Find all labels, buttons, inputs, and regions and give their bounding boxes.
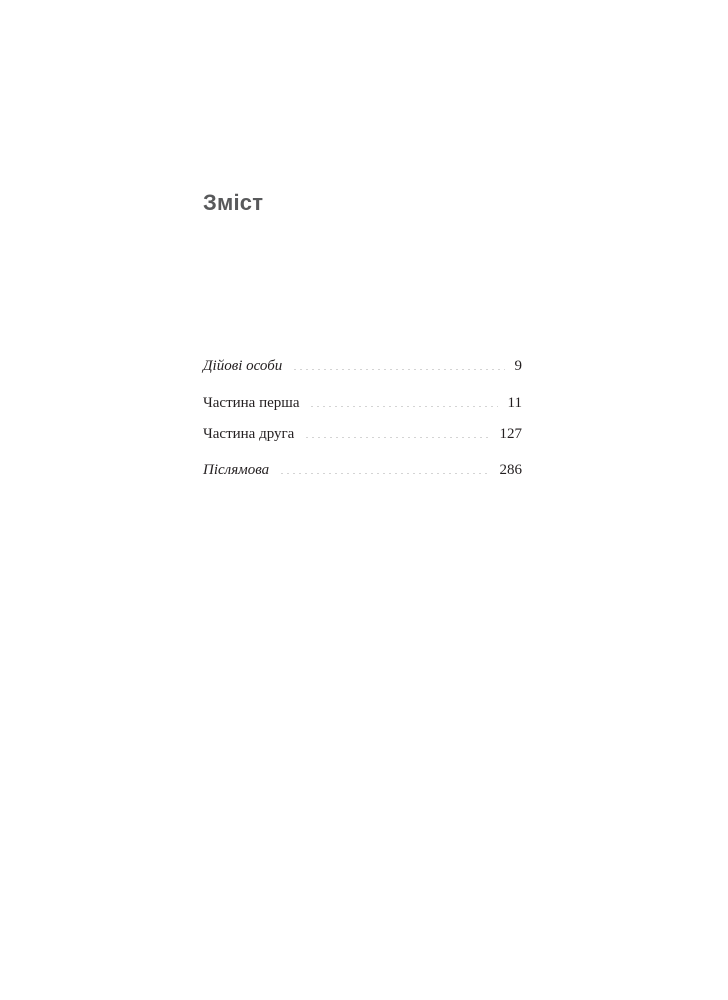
toc-entry-part-one [203, 389, 522, 413]
dot-leader [292, 369, 504, 370]
toc-entry-label: Післямова [203, 462, 270, 478]
toc-entry-page-number: 11 [507, 395, 522, 411]
page-title: Зміст [203, 190, 264, 215]
dot-leader [309, 406, 497, 407]
toc-entry-afterword [203, 456, 522, 480]
toc-entry-part-two [203, 420, 522, 444]
toc-entry-label: Дійові особи [203, 358, 283, 374]
toc-entry-page-number: 286 [499, 462, 522, 478]
dot-leader [304, 437, 489, 438]
toc-entry-label: Частина перша [203, 395, 300, 411]
toc-entry-page-number: 9 [514, 358, 522, 374]
toc-entry-page-number: 127 [499, 426, 522, 442]
toc-entry-cast [203, 352, 522, 376]
toc-entry-label: Частина друга [203, 426, 295, 442]
dot-leader [279, 473, 489, 474]
